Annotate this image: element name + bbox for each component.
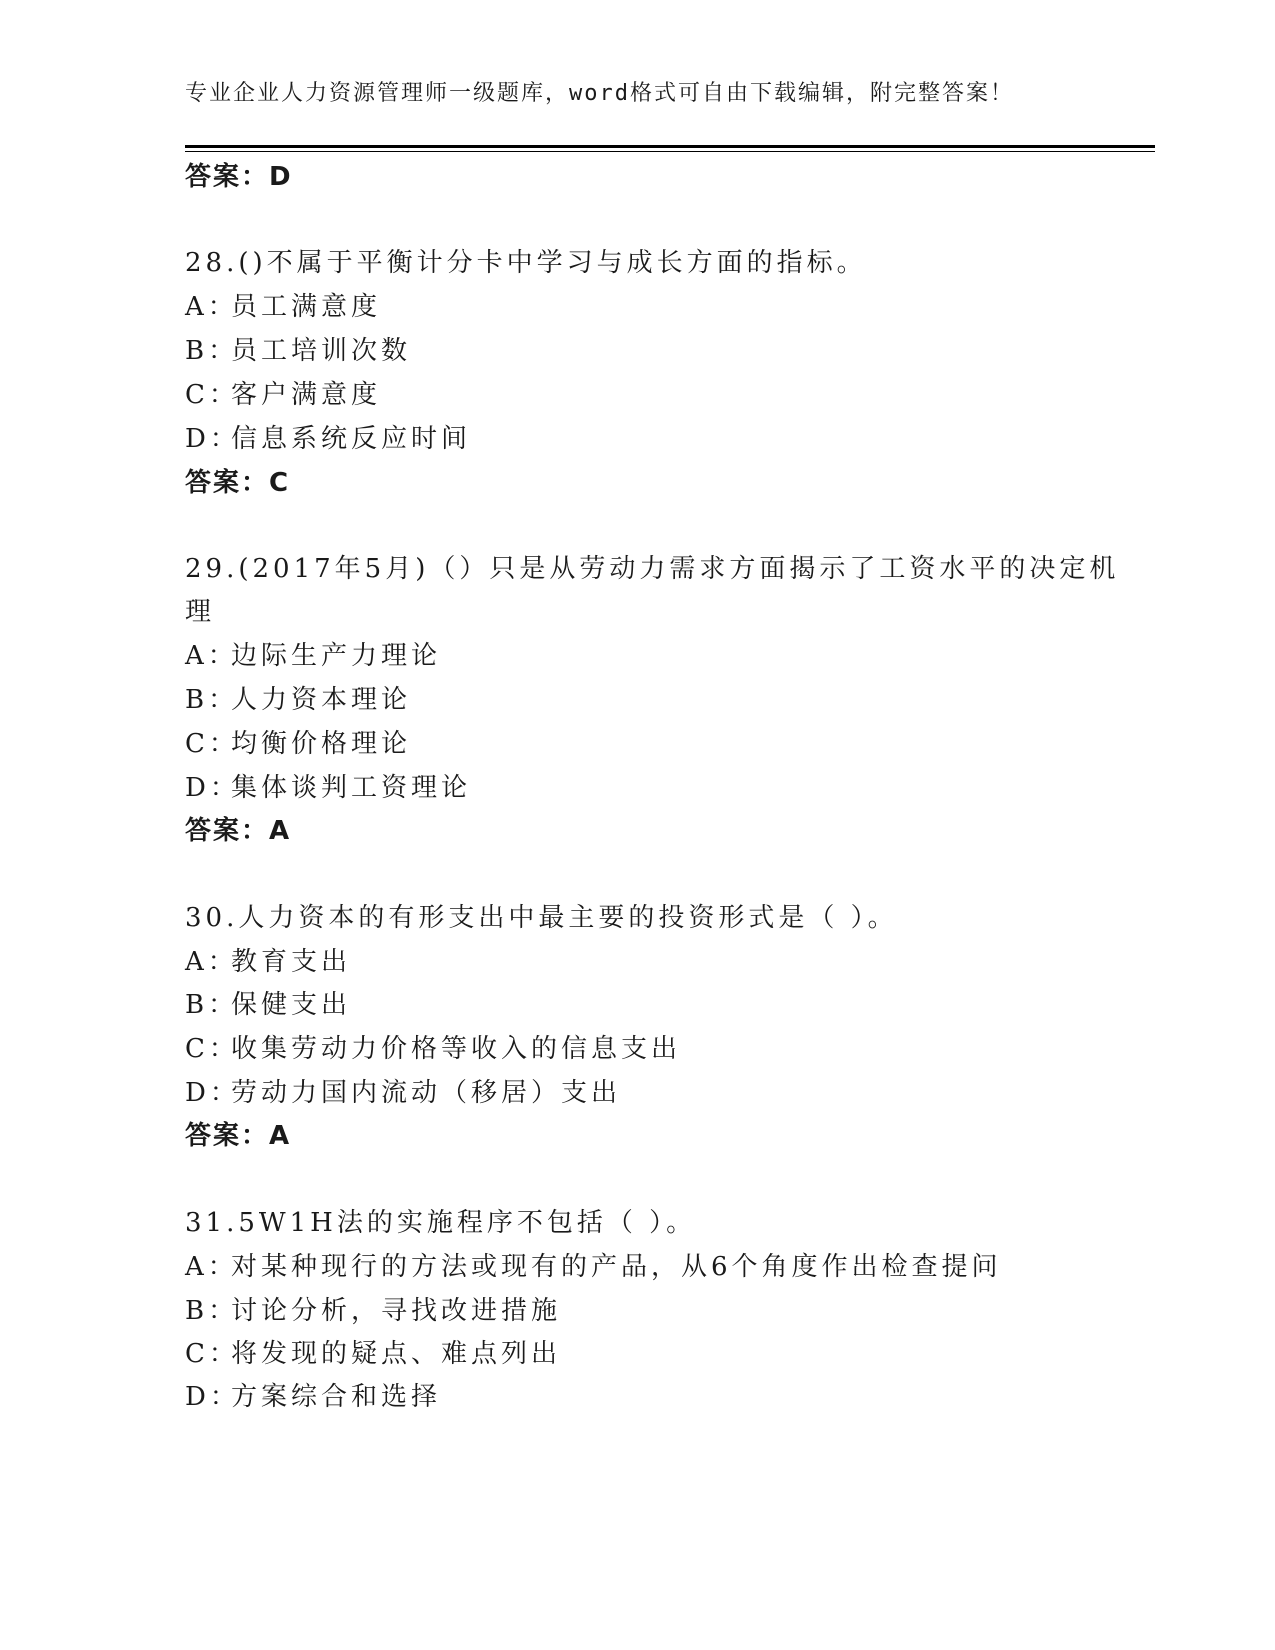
option-text: 收集劳动力价格等收入的信息支出 [231, 1034, 682, 1064]
option-key: D： [185, 424, 240, 454]
option-key: D： [185, 1382, 240, 1412]
question-31-option-d [185, 1376, 441, 1413]
option-text: 客户满意度 [231, 380, 382, 410]
previous-answer: 答案：D [185, 162, 293, 192]
option-key: C： [185, 380, 239, 410]
question-29-option-d [185, 767, 471, 804]
option-key: D： [185, 773, 240, 803]
option-key: B： [185, 1296, 239, 1326]
question-28-option-c [185, 374, 381, 411]
option-text: 保健支出 [231, 990, 352, 1020]
option-text: 集体谈判工资理论 [231, 773, 472, 803]
option-key: A： [185, 1252, 238, 1282]
header-rule-thick [185, 145, 1155, 148]
option-key: C： [185, 1339, 239, 1369]
question-29-answer: 答案：A [185, 816, 292, 846]
question-30-stem: 30.人力资本的有形支出中最主要的投资形式是（ ）。 [185, 903, 898, 933]
option-text: 人力资本理论 [231, 685, 412, 715]
question-29-option-c [185, 723, 411, 760]
option-key: C： [185, 729, 239, 759]
option-key: B： [185, 685, 239, 715]
question-31-option-c [185, 1333, 561, 1370]
question-28-stem: 28.()不属于平衡计分卡中学习与成长方面的指标。 [185, 248, 867, 278]
page-header: 专业企业人力资源管理师一级题库，word格式可自由下载编辑，附完整答案！ [185, 81, 1014, 106]
option-text: 方案综合和选择 [231, 1382, 442, 1412]
option-key: A： [185, 947, 238, 977]
option-text: 讨论分析，寻找改进措施 [231, 1296, 562, 1326]
option-key: A： [185, 641, 238, 671]
question-30-option-b [185, 984, 351, 1021]
question-29-option-a [185, 635, 441, 672]
question-31-stem: 31.5W1H法的实施程序不包括（ ）。 [185, 1208, 697, 1238]
header-rule-thin [185, 151, 1155, 152]
question-31-option-b [185, 1290, 561, 1327]
question-28-option-a [185, 286, 381, 323]
option-text: 劳动力国内流动（移居）支出 [231, 1078, 622, 1108]
question-30-option-a [185, 941, 351, 978]
question-30-option-d [185, 1072, 621, 1109]
option-text: 信息系统反应时间 [231, 424, 472, 454]
option-key: C： [185, 1034, 239, 1064]
option-key: A： [185, 292, 238, 322]
option-key: D： [185, 1078, 240, 1108]
question-30-answer: 答案：A [185, 1121, 292, 1151]
option-text: 员工满意度 [231, 292, 382, 322]
question-29-stem-continued: 理 [185, 597, 216, 627]
option-text: 边际生产力理论 [231, 641, 442, 671]
option-text: 对某种现行的方法或现有的产品，从6个角度作出检查提问 [231, 1252, 1002, 1282]
question-30-option-c [185, 1028, 681, 1065]
option-key: B： [185, 336, 239, 366]
question-28-answer: 答案：C [185, 468, 291, 498]
question-28-option-b [185, 330, 411, 367]
question-28-option-d [185, 418, 471, 455]
question-29-stem: 29.(2017年5月)（）只是从劳动力需求方面揭示了工资水平的决定机 [185, 554, 1120, 584]
question-29-option-b [185, 679, 411, 716]
option-text: 教育支出 [231, 947, 352, 977]
option-text: 员工培训次数 [231, 336, 412, 366]
question-31-option-a [185, 1246, 1002, 1283]
option-key: B： [185, 990, 239, 1020]
option-text: 将发现的疑点、难点列出 [231, 1339, 562, 1369]
option-text: 均衡价格理论 [231, 729, 412, 759]
